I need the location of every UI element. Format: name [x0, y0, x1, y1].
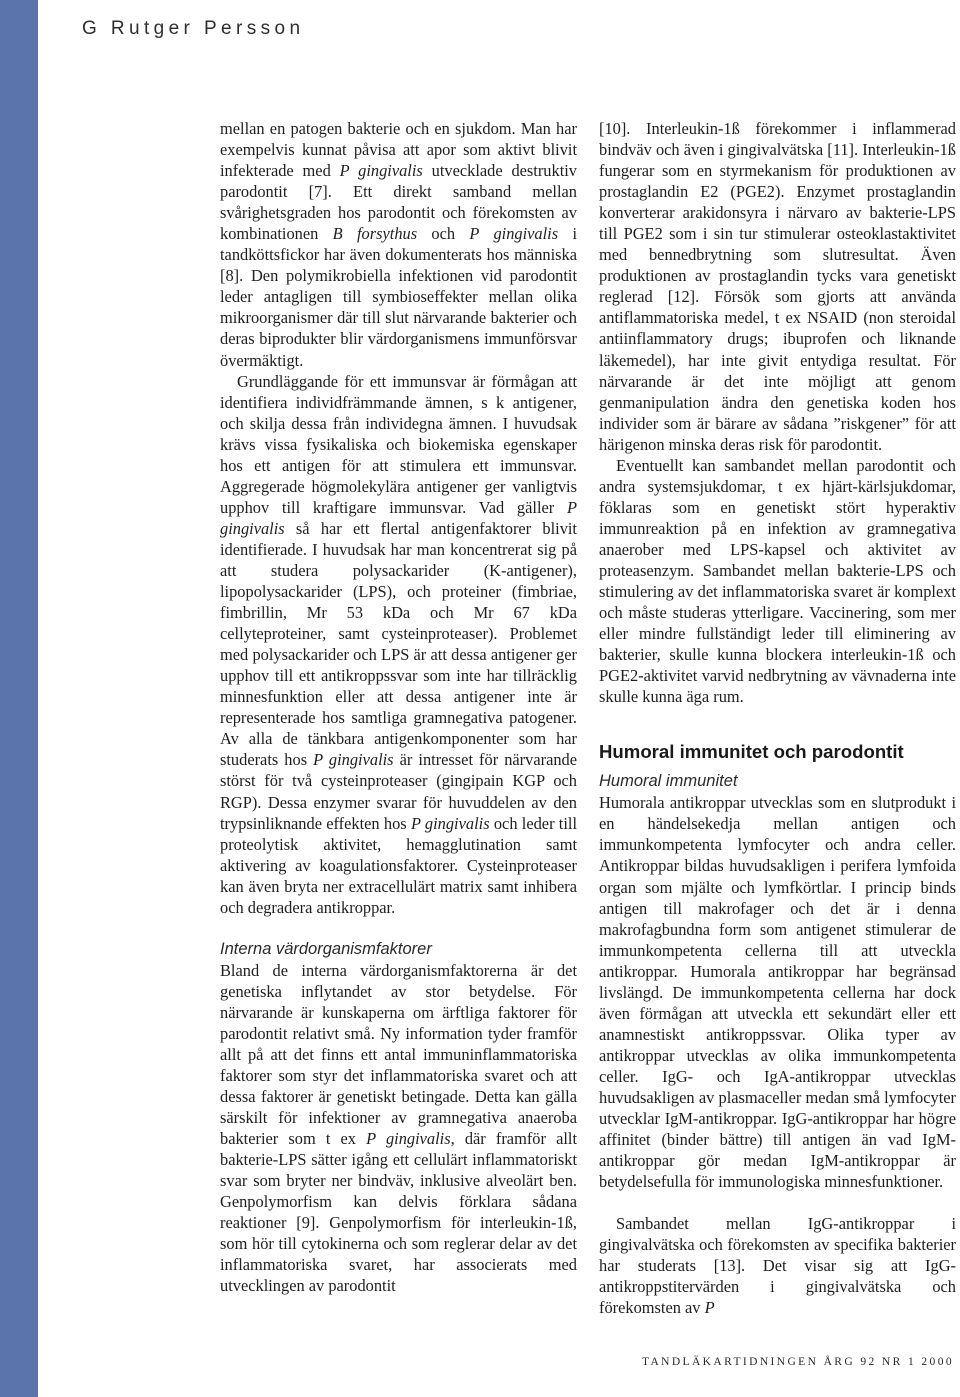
- running-head: G Rutger Persson: [82, 18, 305, 39]
- species-name: P: [704, 1298, 715, 1318]
- paragraph: Sambandet mellan IgG-antikroppar i gingivalvätska och förekomsten av specifika bakterier har studerats [13]. Det visar sig att IgG-antikroppstitervärden i gingivalvätska och förekomsten av P: [599, 1214, 956, 1318]
- species-name: P gingivalis: [366, 1129, 451, 1149]
- species-name: P gingivalis: [410, 813, 490, 833]
- paragraph: mellan en patogen bakterie och en sjukdom. Man har exempelvis kunnat påvisa att apor som aktivt blivit infekterade med P gingivalis utvecklade destruktiv parodontit [7]. Ett direkt samband mellan svårighetsgraden hos parodontit och förekomsten av kombinationen B forsythus och P gingivalis i tandköttsfickor har även dokumenterats hos människa [8]. Den polymikrobiella infektionen vid parodontit leder antagligen till symbioseffekter mellan olika mikroorganismer där till slut närvarande bakterier och deras biprodukter blir värdorganismens immunförsvar övermäktigt.: [220, 119, 578, 370]
- species-name: P gingivalis: [220, 497, 577, 538]
- paragraph: Humorala antikroppar utvecklas som en slutprodukt i en händelsekedja mellan antigen och immunkompetenta lymfocyter och andra celler. Antikroppar bildas huvudsakligen i perifera lymfoida organ som mjälte och lymfkörtlar. I princip binds antigen till makrofager och det är i denna makrofagbundna form som antigenet stimulerar de immunkompetenta cellerna till att utveckla antikroppar. Humorala antikroppar har begränsad livslängd. De immunkompetenta cellerna har dock även förmågan att utveckla ett sekundärt eller ett anamnestiskt antikroppssvar. Olika typer av antikroppar utvecklas av olika immunkompetenta celler. IgG- och IgA-antikroppar utvecklas huvudsakligen av plasmaceller medan små lymfocyter utvecklar IgM-antikroppar. IgG-antikroppar har högre affinitet (binder bättre) till antigen än vad IgM-antikroppar gör medan IgM-antikroppar är betydelsefulla för immunologiska minnesfunktioner.: [599, 793, 956, 1192]
- paragraph: Bland de interna värdorganismfaktorerna är det genetiska inflytandet av stor betydelse. För närvarande är kunskaperna om ärftliga faktorer för parodontit relativt små. Ny information tyder framför allt på att det finns ett antal immuninflammatoriska faktorer som styr det inflammatoriska svaret och att dessa faktorer är genetiskt betingade. Detta kan gälla särskilt för infektioner av gramnegativa anaeroba bakterier som t ex P gingivalis, där framför allt bakterie-LPS sätter igång ett cellulärt inflammatoriskt svar som bryter ner bindväv, inklusive alveolärt ben. Genpolymorfism kan delvis förklara sådana reaktioner [9]. Genpolymorfism för interleukin-1ß, som hör till cytokinerna och som reglerar delar av det inflammatoriska svaret, har associerats med utvecklingen av parodontit: [220, 960, 578, 1296]
- paragraph: Eventuellt kan sambandet mellan parodontit och andra systemsjukdomar, t ex hjärt-kärlsjukdomar, föklaras som en genetiskt stört hyperaktiv immunreaktion på en infektion av gramnegativa anaerober med LPS-kapsel och aktivitet av proteasenzym. Sambandet mellan bakterie-LPS och stimulering av det inflammatoriska svaret är komplext och måste studeras ytterligare. Vaccinering, som mer eller mindre fullständigt leder till eliminering av bakterier, skulle kunna blockera interleukin-1ß och PGE2-aktivitet varvid nedbrytning av vävnaderna inte skulle kunna äga rum.: [599, 455, 956, 707]
- journal-footer: TANDLÄKARTIDNINGEN ÅRG 92 NR 1 2000: [641, 1356, 954, 1368]
- section-subheading: Interna värdorganismfaktorer: [220, 939, 432, 958]
- species-name: P gingivalis: [469, 224, 559, 244]
- paragraph: [10]. Interleukin-1ß förekommer i inflammerad bindväv och även i gingivalvätska [11]. Interleukin-1ß fungerar som en styrmekanism för produktionen av prostaglandin E2 (PGE2). Enzymet prostaglandin konverterar arakidonsyra i närvaro av bakterie-LPS till PGE2 som i sin tur stimulerar osteoklastaktivitet med bennedbrytning som slutresultat. Även produktionen av prostaglandin tycks vara genetiskt reglerad [12]. Försök som gjorts att använda antiflammatoriska medel, t ex NSAID (non steroidal antiinflammatory drugs; ibuprofen och liknande läkemedel), har inte givit entydiga resultat. För närvarande är det inte möjligt att genom genmanipulation ändra den genetiska koden hos individer som är bärare av sådana ”riskgener” för att härigenon minska deras risk för parodontit.: [599, 119, 956, 454]
- species-name: P gingivalis: [313, 750, 394, 770]
- left-column: [220, 118, 577, 1297]
- side-accent-bar: [0, 0, 38, 1397]
- right-column: [599, 118, 956, 1318]
- paragraph: Grundläggande för ett immunsvar är förmågan att identifiera individfrämmande ämnen, s k antigener, och skilja dessa från individegna ämnen. I huvudsak krävs vissa fysikaliska och biokemiska egenskaper hos ett antigen för att stimulera ett immunsvar. Aggregerade högmolekylära antigener ger vanligtvis upphov till kraftigare immunsvar. Vad gäller P gingivalis så har ett flertal antigenfaktorer blivit identifierade. I huvudsak har man koncentrerat sig på att studera polysackarider (K-antigener), lipopolysackarider (LPS), och proteiner (fimbriae, fimbrillin, Mr 53 kDa och Mr 67 kDa cellyteproteiner, samt cysteinproteaser). Problemet med polysackarider och LPS är att dessa antigener ger upphov till ett antikroppssvar som inte har tillräcklig minnesfunktion eller att dessa antigener inte är representerade hos samtliga gramnegativa patogener. Av alla de tänkbara antigenkomponenter som har studerats hos P gingivalis är intresset för närvarande störst för två cysteinproteaser (gingipain KGP och RGP). Dessa enzymer svarar för huvuddelen av den trypsinliknande effekten hos P gingivalis och leder till proteolytisk aktivitet, hemagglutination samt aktivering av koagulationsfaktorer. Cysteinproteaser kan även bryta ner extracellulärt matrix samt inhibera och degradera antikroppar.: [220, 371, 578, 917]
- species-name: P gingivalis: [339, 161, 423, 181]
- species-name: B forsythus: [332, 224, 418, 244]
- section-heading: Humoral immunitet och parodontit: [599, 741, 904, 763]
- section-subheading: Humoral immunitet: [599, 772, 738, 791]
